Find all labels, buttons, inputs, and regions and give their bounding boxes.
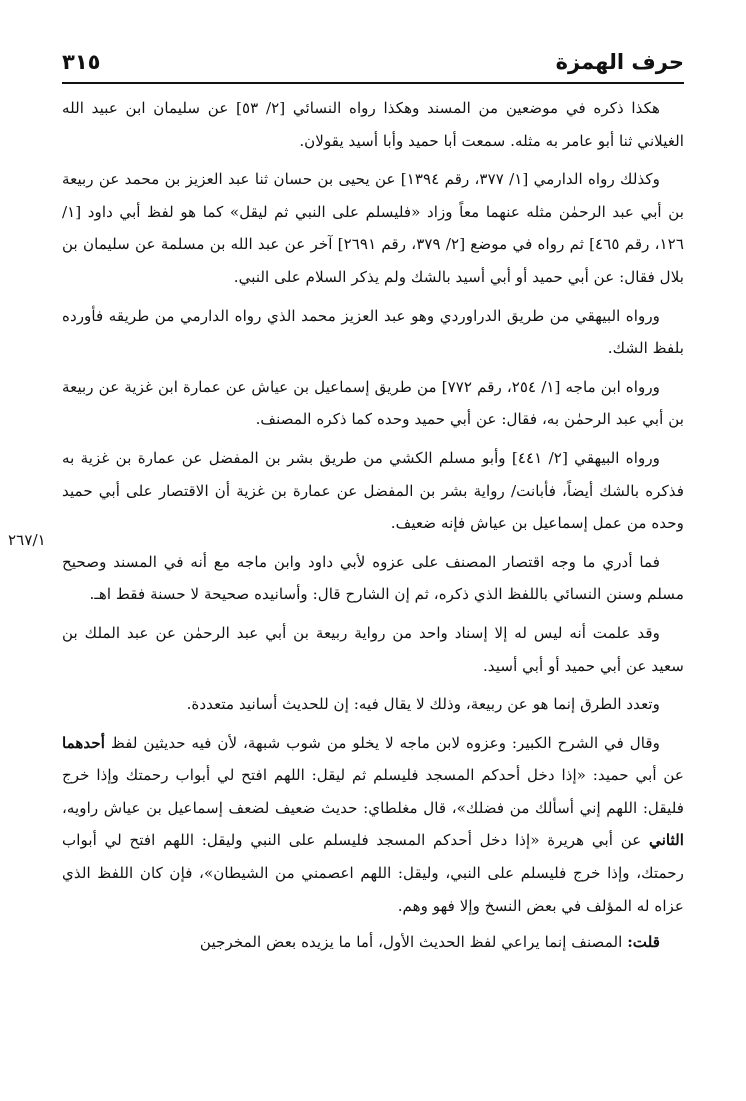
paragraph: وكذلك رواه الدارمي [١/ ٣٧٧، رقم ١٣٩٤] عن يحيى بن حسان ثنا عبد العزيز بن محمد عن ربيعة بن أبي عبد الرحمٰن مثله عنهما معاً وزاد «فليسلم على النبي ثم ليقل» كما هو لفظ أبي داود [١/ ١٢٦، رقم ٤٦٥] ثم رواه في موضع [٢/ ٣٧٩، رقم ٢٦٩١] آخر عن عبد الله بن مسلمة عن سليمان بن بلال فقال: عن أبي حميد أو أبي أسيد بالشك ولم يذكر السلام على النبي.: [62, 170, 684, 286]
paragraph-text: المصنف إنما يراعي لفظ الحديث الأول، أما ما يزيده بعض المخرجين: [199, 933, 628, 952]
paragraph: وتعدد الطرق إنما هو عن ربيعة، وذلك لا يقال فيه: إن للحديث أسانيد متعددة.: [186, 695, 660, 714]
paragraph: وقد علمت أنه ليس له إلا إسناد واحد من رواية ربيعة بن أبي عبد الرحمٰن عن عبد الملك بن سعيد عن أبي حميد أو أبي أسيد.: [62, 623, 684, 675]
bold-term-qultu: قلت:: [627, 933, 660, 952]
paragraph-text: عن أبي حميد: «إذا دخل أحدكم المسجد فليسلم ثم ليقل: اللهم افتح لي أبواب رحمتك وإذا خرج فليقل: اللهم إني أسألك من فضلك»، قال مغلطاي: حديث ضعيف لضعف إسماعيل بن عياش راويه،: [62, 766, 684, 817]
chapter-title: حرف الهمزة: [555, 50, 684, 74]
bold-term-first: أحدهما: [62, 733, 105, 752]
paragraph-qultu: [62, 926, 684, 959]
paragraph: هكذا ذكره في موضعين من المسند وهكذا رواه النسائي [٢/ ٥٣] عن سليمان ابن عبيد الله الغيلاني ثنا أبو عامر به مثله. سمعت أبا حميد وأبا أسيد يقولان.: [62, 99, 684, 150]
paragraph-sharh-kabir: [62, 727, 684, 923]
paragraph-text: عن أبي هريرة «إذا دخل أحدكم المسجد فليسلم على النبي وليقل: اللهم افتح لي أبواب رحمتك، وإذا خرج فليسلم على النبي، وليقل: اللهم اعصمني من الشيطان»، فإن كان اللفظ الذي عزاه له المؤلف في بعض النسخ وإلا فهو وهم.: [62, 831, 684, 915]
page-number: ٣١٥: [62, 50, 101, 74]
paragraph: ورواه ابن ماجه [١/ ٢٥٤، رقم ٧٧٢] من طريق إسماعيل بن عياش عن عمارة ابن غزية عن ربيعة بن أبي عبد الرحمٰن به، فقال: عن أبي حميد وحده كما ذكره المصنف.: [62, 377, 684, 429]
marginal-page-reference: ٢٦٧/١: [8, 531, 46, 549]
bold-term-second: الثاني: [649, 831, 684, 850]
paragraph: ورواه البيهقي [٢/ ٤٤١] وأبو مسلم الكشي من طريق بشر بن المفضل عن عمارة بن غزية به فذكره بالشك أيضاً، فأبانت/ رواية بشر بن المفضل عن عمارة بن غزية أن الاقتصار على أبي حميد وحده من عمل إسماعيل بن عياش فإنه ضعيف.: [62, 448, 684, 533]
paragraph: فما أدري ما وجه اقتصار المصنف على عزوه لأبي داود وابن ماجه مع أنه في المسند وصحيح مسلم وسنن النسائي باللفظ الذي ذكره، ثم إن الشارح قال: وأسانيده صحيحة لا حسنة فقط اهـ.: [62, 552, 684, 604]
paragraph-text: وقال في الشرح الكبير: وعزوه لابن ماجه لا يخلو من شوب شبهة، لأن فيه حديثين لفظ: [105, 733, 660, 752]
page-header: [62, 42, 684, 84]
paragraph: ورواه البيهقي من طريق الدراوردي وهو عبد العزيز محمد الذي رواه الدارمي من طريقه فأورده بلفظ الشك.: [62, 306, 684, 358]
body-text: [62, 92, 684, 965]
